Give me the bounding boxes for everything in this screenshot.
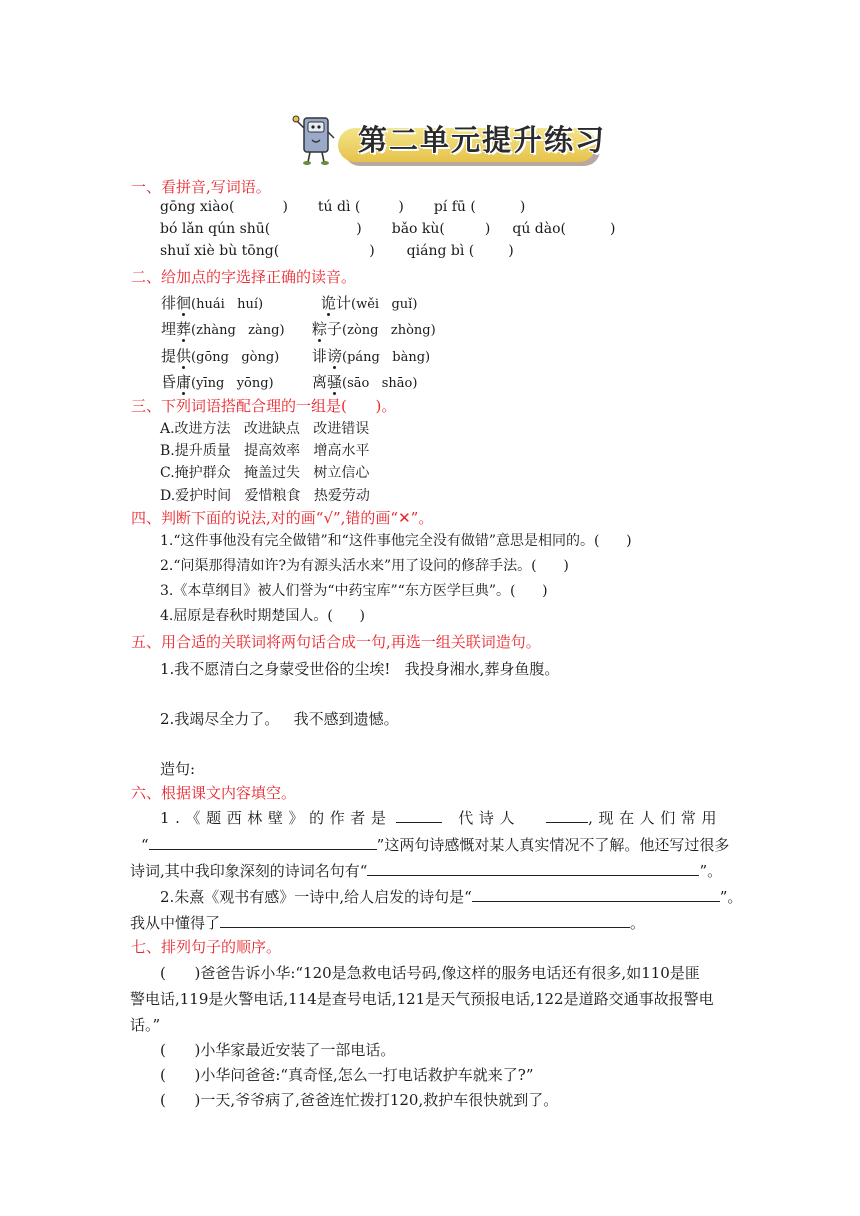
pinyin-options: (huái huí): [191, 297, 264, 312]
pinyin-word: bó lǎn qún shū(: [160, 221, 271, 237]
section-3-heading: 三、下列词语搭配合理的一组是( )。: [131, 397, 397, 415]
section-5-heading: 五、用合适的关联词将两句话合成一句,再选一组关联词造句。: [131, 633, 541, 651]
book-mascot-icon: [292, 110, 336, 166]
char: 离: [312, 373, 328, 391]
zaoju-label: 造句:: [160, 760, 196, 778]
answer-blank[interactable]: [149, 835, 377, 850]
answer-blank[interactable]: [367, 861, 699, 876]
text: ,现在人们常用: [588, 809, 723, 827]
dotted-char: 供: [176, 347, 192, 365]
text: 2.朱熹《观书有感》一诗中,给人启发的诗句是“: [160, 888, 472, 906]
sentence-p1c: 话。”: [130, 1016, 161, 1034]
text: ”。: [719, 888, 743, 906]
combine-item: 2.我竭尽全力了。 我不感到遗憾。: [160, 710, 399, 728]
section-7-heading: 七、排列句子的顺序。: [131, 938, 282, 956]
pinyin-options: (zhàng zàng): [191, 323, 285, 338]
fill-line-4: [160, 886, 742, 907]
answer-blank[interactable]: ): [508, 243, 514, 259]
pinyin-word: pí fū (: [433, 199, 476, 215]
reading-item[interactable]: [321, 292, 417, 313]
dotted-char: 谤: [327, 347, 343, 365]
answer-blank[interactable]: [546, 808, 588, 823]
answer-blank[interactable]: ): [356, 221, 362, 237]
sentence-p1b: 警电话,119是火警电话,114是查号电话,121是天气预报电话,122是道路交通事故报警电: [130, 990, 714, 1008]
pinyin-word: tú dì (: [317, 199, 361, 215]
char: 徘: [161, 294, 177, 312]
section-4-heading: 四、判断下面的说法,对的画“√”,错的画“✕”。: [131, 509, 434, 527]
answer-blank[interactable]: [396, 808, 442, 823]
reading-item[interactable]: [312, 371, 417, 392]
answer-blank[interactable]: ): [282, 199, 288, 215]
sentence-item[interactable]: ( )小华问爸爸:“真奇怪,怎么一打电话救护车就来了?”: [160, 1066, 534, 1084]
sentence-item[interactable]: ( )一天,爷爷病了,爸爸连忙拨打120,救护车很快就到了。: [160, 1091, 559, 1109]
option-b[interactable]: B.提升质量 提高效率 增高水平: [160, 443, 370, 459]
dotted-char: 粽: [312, 320, 328, 338]
judge-item[interactable]: 1.“这件事他没有完全做错”和“这件事他完全没有做错”意思是相同的。( ): [160, 533, 632, 549]
pinyin-options: (wěi guǐ): [351, 297, 418, 312]
char: 昏: [161, 373, 177, 391]
fill-line-5: [130, 912, 645, 933]
reading-item[interactable]: [161, 318, 285, 339]
page-header: [286, 108, 606, 166]
dotted-char: 诡: [321, 294, 337, 312]
fill-line-2: [141, 834, 729, 855]
pinyin-options: (zòng zhòng): [342, 323, 436, 338]
pinyin-options: (yīng yōng): [191, 376, 274, 391]
char: 提: [161, 347, 177, 365]
char: 埋: [161, 320, 177, 338]
pinyin-word: qú dào(: [512, 221, 566, 237]
section-2-heading: 二、给加点的字选择正确的读音。: [131, 268, 357, 286]
judge-item[interactable]: 3.《本草纲目》被人们誉为“中药宝库”“东方医学巨典”。( ): [160, 583, 548, 599]
sentence-item[interactable]: ( )小华家最近安装了一部电话。: [160, 1041, 396, 1059]
fill-line-1: [160, 807, 722, 828]
judge-item[interactable]: 2.“问渠那得清如许?为有源头活水来”用了设问的修辞手法。( ): [160, 558, 569, 574]
answer-blank[interactable]: [220, 913, 630, 928]
fill-line-3: [130, 860, 722, 881]
text: 诗词,其中我印象深刻的诗词名句有“: [130, 862, 368, 880]
judge-item[interactable]: 4.屈原是春秋时期楚国人。( ): [160, 608, 365, 624]
pinyin-word: gōng xiào(: [160, 199, 235, 215]
answer-blank[interactable]: ): [398, 199, 404, 215]
pinyin-options: (gōng gòng): [191, 350, 280, 365]
pinyin-options: (sāo shāo): [342, 376, 418, 391]
char: 计: [336, 294, 352, 312]
pinyin-row-2: [160, 221, 615, 237]
text: 。: [630, 914, 646, 932]
sentence-p1a[interactable]: ( )爸爸告诉小华:“120是急救电话号码,像这样的服务电话还有很多,如110是匪: [160, 964, 700, 982]
option-a[interactable]: A.改进方法 改进缺点 改进错误: [160, 421, 370, 437]
reading-item[interactable]: [312, 345, 430, 366]
reading-item[interactable]: [312, 318, 436, 339]
char: 子: [327, 320, 343, 338]
text: 我从中懂得了: [130, 914, 221, 932]
text: 代诗人: [458, 809, 521, 827]
reading-item[interactable]: [161, 292, 263, 313]
option-d[interactable]: D.爱护时间 爱惜粮食 热爱劳动: [160, 488, 370, 504]
answer-blank[interactable]: ): [369, 243, 375, 259]
char: 诽: [312, 347, 328, 365]
dotted-char: 葬: [176, 320, 192, 338]
dotted-char: 骚: [327, 373, 343, 391]
text: ”。: [699, 862, 723, 880]
pinyin-row-3: [160, 243, 514, 259]
section-6-heading: 六、根据课文内容填空。: [131, 784, 297, 802]
combine-item: 1.我不愿清白之身蒙受世俗的尘埃! 我投身湘水,葬身鱼腹。: [160, 660, 560, 678]
answer-blank[interactable]: ): [610, 221, 616, 237]
dotted-char: 庸: [176, 373, 192, 391]
dotted-char: 徊: [176, 294, 192, 312]
reading-item[interactable]: [161, 371, 274, 392]
option-c[interactable]: C.掩护群众 掩盖过失 树立信心: [160, 465, 370, 481]
answer-blank[interactable]: [472, 887, 720, 902]
pinyin-word: bǎo kù(: [391, 221, 445, 237]
text: ”这两句诗感慨对某人真实情况不了解。他还写过很多: [376, 836, 730, 854]
pinyin-word: qiáng bì (: [406, 243, 475, 259]
section-1-heading: 一、看拼音,写词语。: [131, 178, 271, 196]
answer-blank[interactable]: ): [484, 221, 491, 237]
text: 1.《题西林壁》的作者是: [160, 809, 392, 827]
page-title: 第二单元提升练习: [358, 123, 607, 157]
reading-item[interactable]: [161, 345, 279, 366]
pinyin-row-1: [160, 199, 525, 215]
answer-blank[interactable]: ): [519, 199, 526, 215]
pinyin-options: (páng bàng): [342, 350, 431, 365]
text: “: [141, 836, 149, 854]
pinyin-word: shuǐ xiè bù tōng(: [160, 243, 280, 259]
